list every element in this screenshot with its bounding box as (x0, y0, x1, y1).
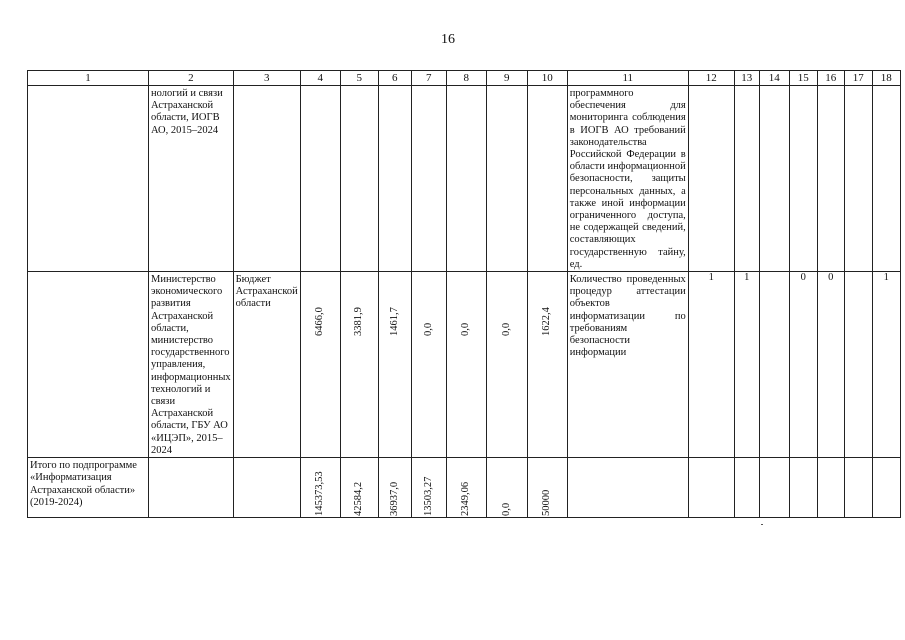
header-cell: 5 (340, 71, 378, 86)
executor-text: нологий и связи Астраханской области, ИОГВ АО, 2015–2024 (151, 88, 223, 136)
target-value-cell: 1 (734, 272, 759, 458)
table-cell (844, 458, 872, 518)
source-cell (233, 272, 300, 458)
indicator-cell (567, 272, 688, 458)
table-row (28, 86, 901, 272)
amount-value: 6466,0 (314, 307, 326, 337)
table-cell (759, 86, 789, 272)
table-cell (233, 458, 300, 518)
header-cell: 12 (688, 71, 734, 86)
header-cell: 17 (844, 71, 872, 86)
table-row (28, 272, 901, 458)
table-cell (28, 86, 149, 272)
total-amount-value: 36937,0 (388, 481, 400, 517)
table-cell (411, 86, 446, 272)
indicator-text: Количество проведенных процедур аттестации объектов информатизации по требованиям безопасности информации (569, 274, 686, 359)
total-amount-value: 42584,2 (353, 481, 365, 517)
table-cell (789, 458, 817, 518)
header-cell: 1 (28, 71, 149, 86)
funding-source-text: Бюджет Астраханской области (235, 274, 298, 310)
table-cell (789, 86, 817, 272)
amount-cell (486, 272, 527, 458)
amount-cell (340, 272, 378, 458)
header-cell: 7 (411, 71, 446, 86)
total-amount-cell (340, 458, 378, 518)
table-cell (688, 86, 734, 272)
total-label-cell (28, 458, 149, 518)
target-value-cell (844, 272, 872, 458)
table-cell (149, 458, 234, 518)
amount-cell (446, 272, 486, 458)
amount-value: 1461,7 (388, 307, 400, 337)
table-cell (734, 458, 759, 518)
amount-cell (300, 272, 340, 458)
header-cell: 9 (486, 71, 527, 86)
total-amount-value: 0,0 (500, 502, 512, 517)
executor-cell (149, 272, 234, 458)
table-cell (340, 86, 378, 272)
table-cell (872, 458, 900, 518)
table-cell (688, 458, 734, 518)
header-cell: 15 (789, 71, 817, 86)
target-value-cell: 1 (688, 272, 734, 458)
table-cell (378, 86, 411, 272)
total-label: Итого по подпрограмме «Информатизация Астраханской области» (2019-2024) (30, 460, 137, 508)
amount-cell (527, 272, 567, 458)
total-amount-cell (378, 458, 411, 518)
scan-speck (761, 524, 763, 525)
total-amount-value: 145373,53 (314, 471, 326, 517)
target-value-cell (759, 272, 789, 458)
header-cell: 8 (446, 71, 486, 86)
header-cell: 14 (759, 71, 789, 86)
table-cell (734, 86, 759, 272)
total-amount-cell (486, 458, 527, 518)
amount-cell (411, 272, 446, 458)
header-cell: 6 (378, 71, 411, 86)
total-amount-cell (527, 458, 567, 518)
total-row (28, 458, 901, 518)
table-cell (300, 86, 340, 272)
header-row (28, 71, 901, 86)
amount-value: 3381,9 (353, 307, 365, 337)
table-cell (817, 458, 844, 518)
header-cell: 2 (149, 71, 234, 86)
table-cell (567, 458, 688, 518)
table-cell (28, 272, 149, 458)
page-number: 16 (441, 32, 455, 47)
table-cell (817, 86, 844, 272)
total-amount-cell (411, 458, 446, 518)
budget-table (27, 70, 901, 518)
indicator-cell (567, 86, 688, 272)
amount-value: 0,0 (460, 322, 472, 337)
header-cell: 18 (872, 71, 900, 86)
header-cell: 3 (233, 71, 300, 86)
table-cell (233, 86, 300, 272)
total-amount-value: 50000 (541, 489, 553, 517)
target-value-cell: 0 (817, 272, 844, 458)
total-amount-value: 13503,27 (422, 476, 434, 517)
amount-value: 0,0 (500, 322, 512, 337)
table-cell (527, 86, 567, 272)
executor-text: Министерство экономического развития Астраханской области, министерство государственного управления, информационных технологий и связи Астраханской области, ГБУ АО «ИЦЭП», 2015–2024 (151, 274, 231, 456)
executor-cell (149, 86, 234, 272)
header-cell: 11 (567, 71, 688, 86)
total-amount-value: 2349,06 (460, 481, 472, 517)
total-amount-cell (300, 458, 340, 518)
target-value-cell: 0 (789, 272, 817, 458)
table-cell (844, 86, 872, 272)
header-cell: 13 (734, 71, 759, 86)
header-cell: 10 (527, 71, 567, 86)
target-value-cell: 1 (872, 272, 900, 458)
table-cell (759, 458, 789, 518)
table-cell (446, 86, 486, 272)
amount-value: 1622,4 (541, 307, 553, 337)
table-cell (872, 86, 900, 272)
indicator-text: программного обеспечения для мониторинга соблюдения в ИОГВ АО требований законодательства Российской Федерации в области информационной безопасности, защиты персональных данных, а также иной информации ограниченного доступа, не содержащей сведений, составляющих государственную тайну, ед. (569, 88, 686, 270)
amount-cell (378, 272, 411, 458)
amount-value: 0,0 (422, 322, 434, 337)
header-cell: 16 (817, 71, 844, 86)
header-cell: 4 (300, 71, 340, 86)
table-cell (486, 86, 527, 272)
total-amount-cell (446, 458, 486, 518)
